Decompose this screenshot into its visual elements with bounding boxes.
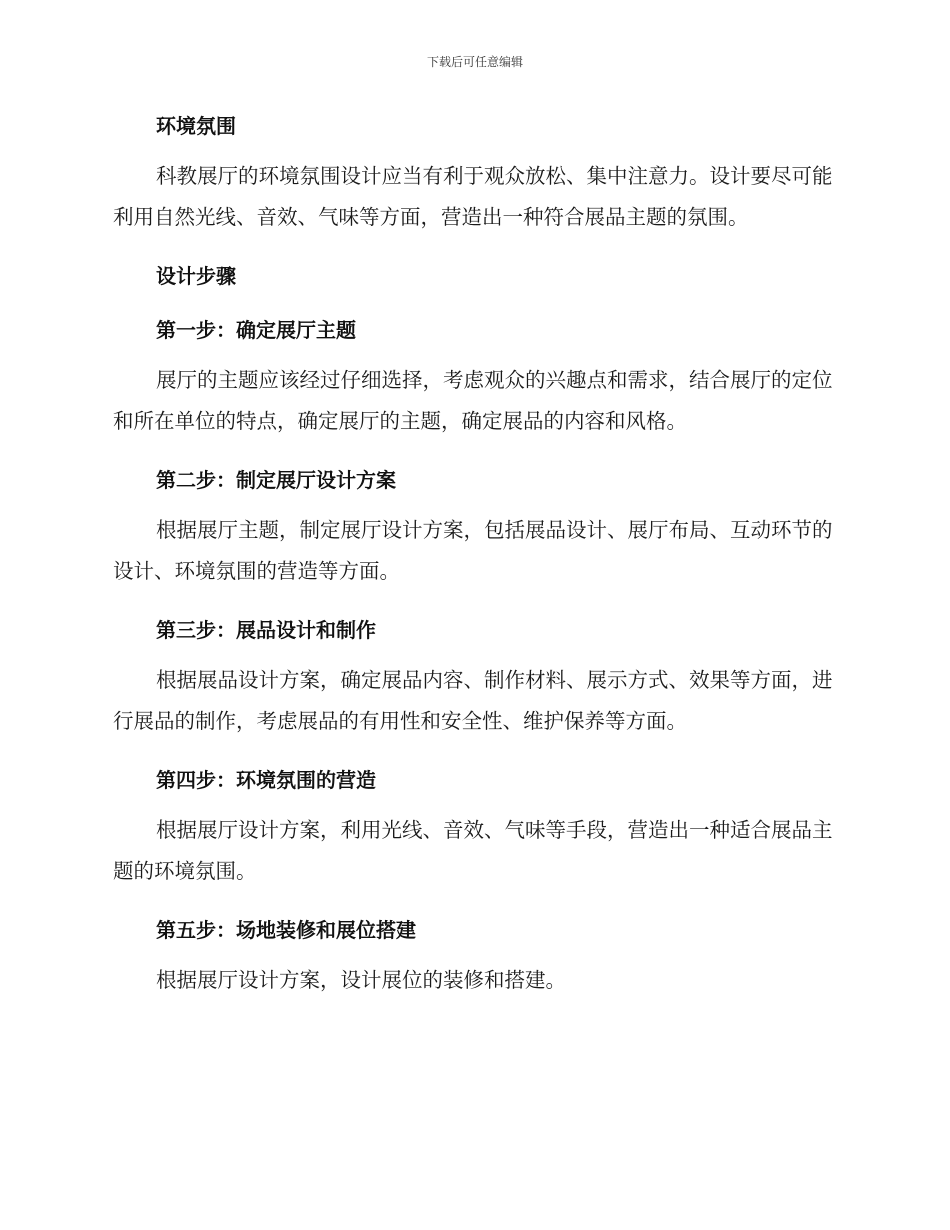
paragraph-environment: 科教展厅的环境氛围设计应当有利于观众放松、集中注意力。设计要尽可能利用自然光线、音效、气味等方面，营造出一种符合展品主题的氛围。 [113, 164, 833, 229]
page-header: 下载后可任意编辑 [426, 55, 523, 69]
document-body [113, 110, 833, 1001]
paragraph-step-1: 展厅的主题应该经过仔细选择，考虑观众的兴趣点和需求，结合展厅的定位和所在单位的特点，确定展厅的主题，确定展品的内容和风格。 [113, 368, 833, 433]
paragraph-step-4: 根据展厅设计方案，利用光线、音效、气味等手段，营造出一种适合展品主题的环境氛围。 [113, 818, 833, 883]
section-heading-step-2: 第二步：制定展厅设计方案 [156, 468, 396, 492]
paragraph-step-2: 根据展厅主题，制定展厅设计方案，包括展品设计、展厅布局、互动环节的设计、环境氛围的营造等方面。 [113, 518, 833, 583]
section-heading-environment: 环境氛围 [156, 114, 236, 138]
paragraph-step-5: 根据展厅设计方案，设计展位的装修和搭建。 [156, 968, 566, 992]
section-heading-design-steps: 设计步骤 [156, 264, 236, 288]
paragraph-step-3: 根据展品设计方案，确定展品内容、制作材料、展示方式、效果等方面，进行展品的制作，考虑展品的有用性和安全性、维护保养等方面。 [113, 668, 833, 733]
section-heading-step-1: 第一步：确定展厅主题 [156, 318, 356, 342]
section-heading-step-4: 第四步：环境氛围的营造 [156, 768, 376, 792]
section-heading-step-5: 第五步：场地装修和展位搭建 [156, 918, 416, 942]
section-heading-step-3: 第三步：展品设计和制作 [156, 618, 376, 642]
